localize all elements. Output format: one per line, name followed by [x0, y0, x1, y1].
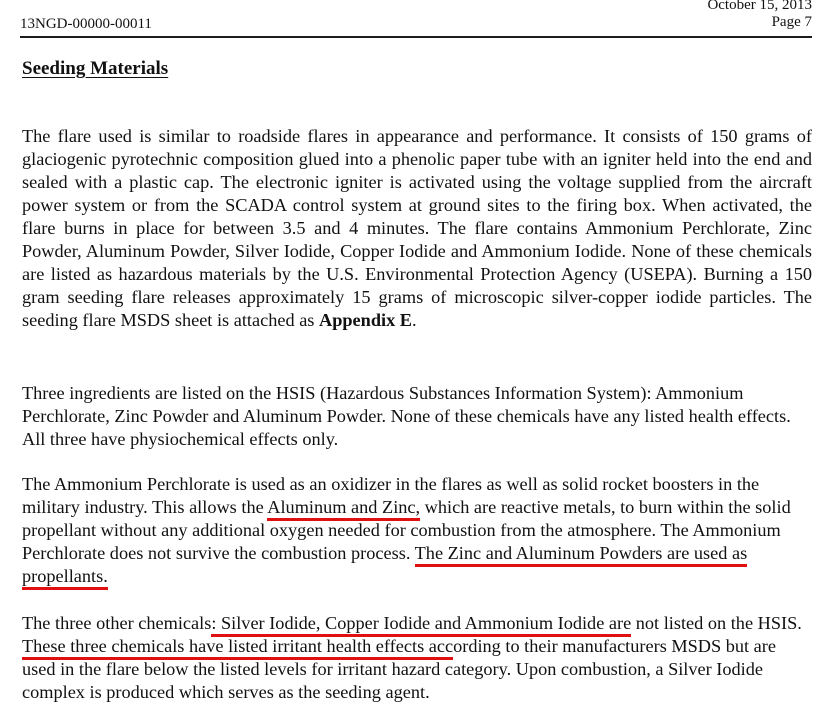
paragraph-text: The flare used is similar to roadside flares in appearance and performance. It consists of 150 grams of glaciogenic pyrotechnic composition glued into a phenolic paper tube with an igniter held into the end and sealed with a plastic cap. The electronic igniter is activated using the voltage supplied from the aircraft power system or from the SCADA control system at ground sites to the firing box. When activated, the flare burns in place for between 3.5 and 4 minutes. The flare contains Ammonium Perchlorate, Zinc Powder, Aluminum Powder, Silver Iodide, Copper Iodide and Ammonium Iodide. None of these chemicals are listed as hazardous materials by the U.S. Environmental Protection Agency (USEPA). Burning a 150 gram seeding flare releases approximately 15 grams of microscopic silver-copper iodide particles. The seeding flare MSDS sheet is attached as: [22, 126, 812, 331]
paragraph-flare-description: [22, 125, 812, 332]
paragraph-text: which are reactive metals, to burn within the solid propellant without any additional oxygen needed for combustion from the atmosphere. The Ammonium Perchlorate does not survive the combustion process.: [22, 497, 791, 564]
section-title: Seeding Materials: [22, 58, 169, 79]
paragraph-text: ording to their manufacturers MSDS but are used in the flare below the listed levels for irritant hazard category. Upon combustion, a Silver Iodide complex is produced which serves as the seeding agent.: [22, 636, 776, 703]
paragraph-text: Three ingredients are listed on the HSIS (Hazardous Substances Information System): Ammonium Perchlorate, Zinc Powder and Aluminum Powder. None of these chemicals have any listed health effects. All three have physiochemical effects only.: [22, 383, 791, 450]
highlighted-text: : Silver Iodide, Copper Iodide and Ammonium Iodide are: [211, 613, 631, 637]
highlighted-text: These three chemicals have listed irritant health effects acc: [22, 636, 453, 660]
appendix-reference: Appendix E: [319, 310, 412, 331]
document-date: October 15, 2013: [707, 0, 812, 13]
paragraph-text: The Ammonium Perchlorate is used as an oxidizer in the flares as well as solid rocket boosters in the military industry. This allows the: [22, 474, 760, 518]
paragraph-end: .: [411, 310, 417, 331]
document-id: 13NGD-00000-00011: [20, 16, 152, 32]
highlighted-text: The Zinc and Aluminum Powders are used as propellants.: [22, 543, 747, 590]
paragraph-ammonium-perchlorate: [22, 473, 812, 588]
highlighted-text: Aluminum and Zinc,: [267, 497, 420, 521]
paragraph-hsis-ingredients: [22, 382, 812, 451]
paragraph-text: not listed on the HSIS.: [631, 613, 802, 634]
date-page-block: [707, 0, 812, 31]
page-header: [20, 0, 812, 38]
page-number: Page 7: [771, 14, 812, 30]
paragraph-other-chemicals: [22, 612, 812, 704]
paragraph-text: The three other chemicals: [22, 613, 212, 634]
